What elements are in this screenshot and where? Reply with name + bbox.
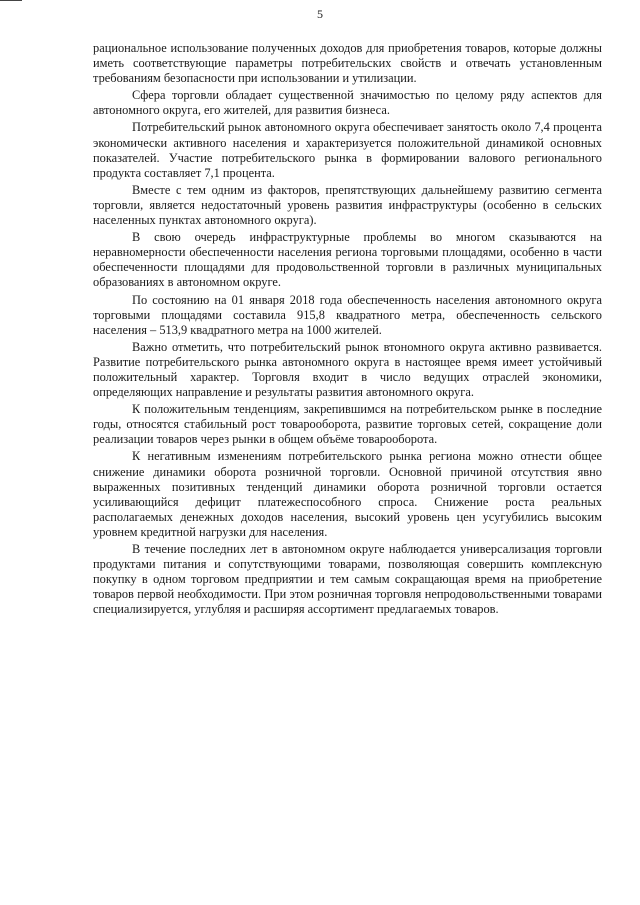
paragraph-positive-trends: К положительным тенденциям, закрепившимся на потребительском рынке в последние годы, относятся стабильный рост товарооборота, развитие торговых сетей, сокращение доли реализации товаров через рынки в общем объёме товарооборота. — [93, 402, 602, 447]
paragraph-negative-changes: К негативным изменениям потребительского рынка региона можно отнести общее снижение динамики оборота розничной торговли. Основной причиной отсутствия явно выраженных позитивных тенденций динамики оборота розничной торговли остается усиливающийся дефицит платежеспособного спроса. Снижение роста реальных располагаемых денежных доходов населения, высокий уровень цен усугубились высоким уровнем кредитной нагрузки для населения. — [93, 449, 602, 539]
paragraph-trade-significance: Сфера торговли обладает существенной значимостью по целому ряду аспектов для автономного округа, его жителей, для развития бизнеса. — [93, 88, 602, 118]
page-number: 5 — [317, 7, 323, 21]
paragraph-retail-space-statistics: По состоянию на 01 января 2018 года обеспеченность населения автономного округа торговыми площадями составила 915,8 квадратного метра, обеспеченность сельского населения – 513,9 квадратного метра на 1000 жителей. — [93, 292, 602, 337]
paragraph-infrastructure-factor: Вместе с тем одним из факторов, препятствующих дальнейшему развитию сегмента торговли, является недостаточный уровень развития инфраструктуры (особенно в сельских населенных пунктах автономного округа). — [93, 182, 602, 228]
scan-edge-mark — [0, 0, 22, 1]
paragraph-consumer-market-employment: Потребительский рынок автономного округа обеспечивает занятость около 7,4 процента экономически активного населения и характеризуется положительной динамикой основных показателей. Участие потребительского рынка в формировании валового регионального продукта составляет 7,1 процента. — [93, 120, 602, 180]
body-text — [93, 41, 602, 619]
paragraph-trade-universalization: В течение последних лет в автономном округе наблюдается универсализация торговли продуктами питания и сопутствующими товарами, позволяющая совершить комплексную покупку в одном торговом предприятии и тем самым сокращающая время на приобретение товаров первой необходимости. При этом розничная торговля непродовольственными товарами специализируется, углубляя и расширяя ассортимент предлагаемых товаров. — [93, 542, 602, 617]
paragraph-continuation: рациональное использование полученных доходов для приобретения товаров, которые должны иметь соответствующие параметры потребительских свойств и отвечать установленным требованиям безопасности при использовании и утилизации. — [93, 41, 602, 86]
paragraph-market-development: Важно отметить, что потребительский рынок втономного округа активно развивается. Развитие потребительского рынка автономного округа в настоящее время имеет устойчивый положительный характер. Торговля входит в число ведущих отраслей экономики, определяющих направление и результаты развития автономного округа. — [93, 339, 602, 400]
paragraph-uneven-provision: В свою очередь инфраструктурные проблемы во многом сказываются на неравномерности обеспеченности населения региона торговыми площадями, особенно в части обеспеченности площадями для продовольственной торговли в различных муниципальных образованиях в автономном округе. — [93, 230, 602, 290]
